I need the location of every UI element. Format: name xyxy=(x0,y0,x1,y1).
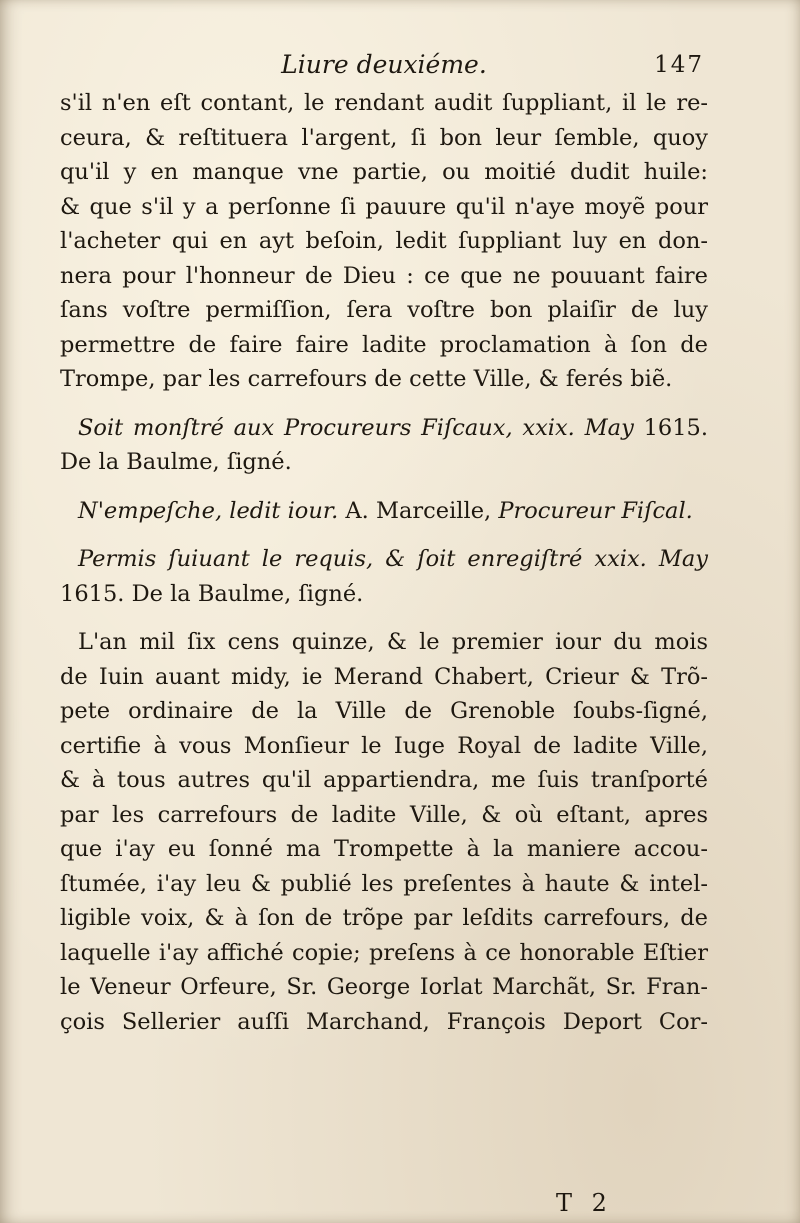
text-line: pete ordinaire de la Ville de Grenoble ſoubs-ſigné, xyxy=(60,698,708,724)
signature-mark: T 2 xyxy=(556,1189,613,1217)
page-text-block xyxy=(60,46,708,1039)
signatory-role: Procureur Fiſcal. xyxy=(498,497,693,524)
text-line: laquelle i'ay affiché copie; preſens à ce honorable Eſtier xyxy=(60,939,708,966)
paragraph-permis xyxy=(60,542,708,611)
paragraph-petition-end xyxy=(60,86,708,397)
text-line: ſans voſtre permiſſion, ſera voſtre bon plaiſir de luy xyxy=(60,297,708,323)
page-number: 147 xyxy=(654,52,704,78)
text-line xyxy=(60,542,708,577)
paragraph-soit-monstre xyxy=(60,411,708,480)
text-line: ſtumée, i'ay leu & publié les preſentes à haute & intel- xyxy=(60,870,708,897)
text-line: de Iuin auant midy, ie Merand Chabert, Crieur & Trõ- xyxy=(60,663,708,690)
text-line: 1615. De la Baulme, ſigné. xyxy=(60,580,364,607)
text-line: permettre de faire faire ladite proclamation à ſon de xyxy=(60,331,708,358)
text-line: l'acheter qui en ayt beſoin, ledit ſuppliant luy en don- xyxy=(60,228,708,254)
signatory-name: A. Marceille, xyxy=(345,497,492,524)
text-line: ceura, & reſtituera l'argent, ſi bon leur ſemble, quoy xyxy=(60,124,708,151)
running-head xyxy=(60,46,708,86)
year-text: 1615. xyxy=(643,414,709,441)
text-line: nera pour l'honneur de Dieu : ce que ne pouuant faire xyxy=(60,262,708,289)
text-line: & à tous autres qu'il appartiendra, me ſuis tranſporté xyxy=(60,767,708,793)
text-line: L'an mil ſix cens quinze, & le premier iour du mois xyxy=(78,629,708,655)
text-line: & que s'il y a perſonne ſi pauure qu'il n'aye moyẽ pour xyxy=(60,193,708,220)
text-line: çois Sellerier auſſi Marchand, François Deport Cor- xyxy=(60,1008,708,1035)
italic-text: Permis ſuiuant le requis, & ſoit enregiſtré xxix. May xyxy=(78,546,708,572)
text-line: par les carrefours de ladite Ville, & où eſtant, apres xyxy=(60,801,708,828)
text-line: ligible voix, & à ſon de trõpe par leſdits carrefours, de xyxy=(60,905,708,931)
running-head-title: Liure deuxiéme. xyxy=(281,50,487,79)
italic-text: N'empeſche, ledit iour. xyxy=(78,497,339,524)
text-line: De la Baulme, ſigné. xyxy=(60,449,292,475)
text-line: s'il n'en eſt contant, le rendant audit ſuppliant, il le re- xyxy=(60,90,708,116)
text-line: le Veneur Orfeure, Sr. George Iorlat Marchãt, Sr. Fran- xyxy=(60,974,708,1000)
paragraph-nempesche xyxy=(60,494,708,529)
text-line: certifie à vous Monſieur le Iuge Royal de ladite Ville, xyxy=(60,732,708,759)
text-line: Trompe, par les carrefours de cette Ville, & ferés biẽ. xyxy=(60,366,673,392)
italic-text: Soit monſtré aux Procureurs Fiſcaux, xxix. May xyxy=(78,414,634,441)
paragraph-proclamation-certificate xyxy=(60,625,708,1039)
text-line: que i'ay eu ſonné ma Trompette à la maniere accou- xyxy=(60,836,708,862)
text-line xyxy=(60,411,708,446)
text-line xyxy=(60,494,708,529)
text-line: qu'il y en manque vne partie, ou moitié dudit huile: xyxy=(60,159,708,185)
